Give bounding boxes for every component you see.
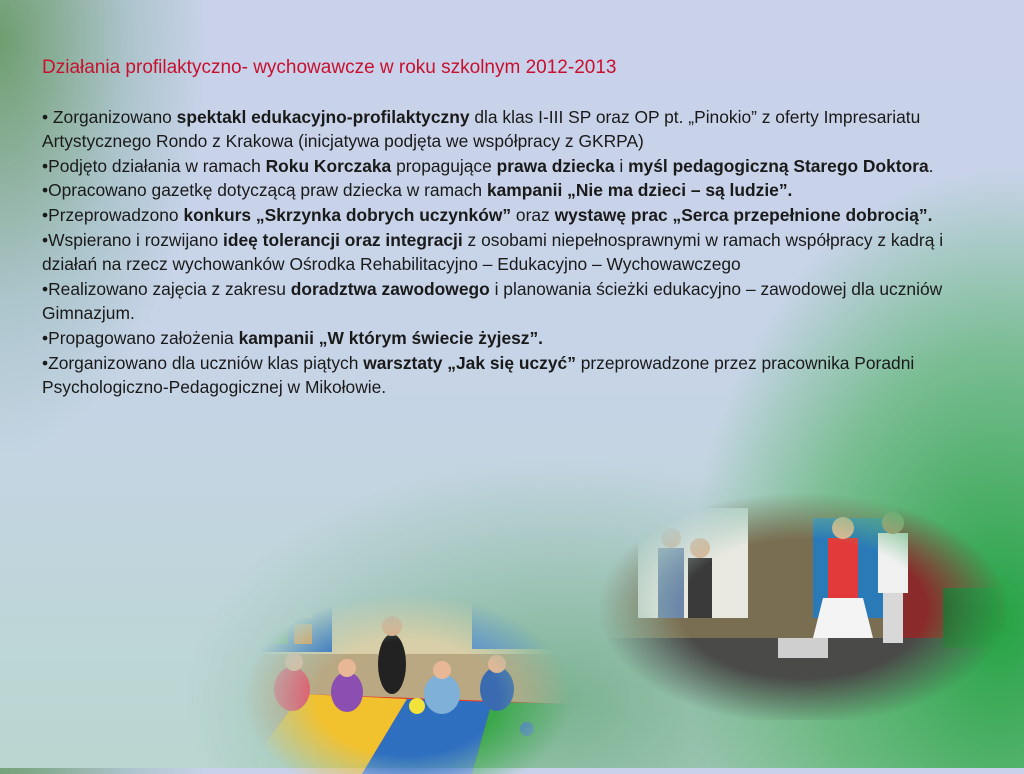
bullet-text: propagujące (391, 155, 497, 176)
bullet-item (42, 203, 987, 228)
bullet-item (42, 326, 987, 351)
bullet-text: • Zorganizowano (42, 106, 177, 127)
bullet-emphasis: prawa dziecka (496, 155, 615, 176)
bullet-emphasis: spektakl edukacyjno-profilaktyczny (176, 106, 470, 127)
bullet-text: •Realizowano zajęcia z zakresu (42, 278, 291, 299)
school-play-photo (598, 488, 1008, 720)
bullet-emphasis: doradztwa zawodowego (290, 278, 490, 299)
bullet-text: •Opracowano gazetkę dotyczącą praw dziecka w ramach (42, 180, 487, 201)
bullet-emphasis: ideę tolerancji oraz integracji (223, 229, 463, 250)
bullet-item (42, 277, 987, 326)
bullet-text: dla klas I-III SP oraz OP pt. „Pinokio” z oferty Impresariatu Artystycznego Rondo z Krakowa (inicjatywa podjęta we współpracy z GKRPA) (42, 106, 921, 152)
bullet-text: •Wspierano i rozwijano (42, 229, 224, 250)
bullet-item (42, 105, 987, 154)
bullet-emphasis: wystawę prac „Serca przepełnione dobrocią”. (554, 204, 933, 225)
bullet-text: przeprowadzone przez pracownika Poradni Psychologiczno-Pedagogicznej w Mikołowie. (42, 352, 915, 398)
bullet-text: i (614, 155, 629, 176)
bullet-emphasis: myśl pedagogiczną Starego Doktora (628, 155, 929, 176)
bullet-text: •Podjęto działania w ramach (42, 155, 266, 176)
bullet-item (42, 228, 987, 277)
bullet-text: z osobami niepełnosprawnymi w ramach współpracy z kadrą i działań na rzecz wychowanków Ośrodka Rehabilitacyjno – Edukacyjno – Wychowawczego (42, 229, 944, 275)
bullet-text: i planowania ścieżki edukacyjno – zawodowej dla uczniów Gimnazjum. (42, 278, 943, 324)
bullet-item (42, 351, 987, 400)
classroom-workshop-photo (242, 584, 572, 774)
slide-title: Działania profilaktyczno- wychowawcze w roku szkolnym 2012-2013 (42, 57, 617, 78)
bullet-emphasis: warsztaty „Jak się uczyć” (363, 352, 576, 373)
bullet-text: . (928, 155, 934, 176)
bullet-emphasis: kampanii „W którym świecie żyjesz”. (238, 327, 544, 348)
bullet-emphasis: konkurs „Skrzynka dobrych uczynków” (183, 204, 512, 225)
bullet-item (42, 178, 987, 203)
slide-content (42, 56, 987, 400)
bullet-emphasis: kampanii „Nie ma dzieci – są ludzie”. (486, 180, 793, 201)
bullet-text: •Przeprowadzono (42, 204, 184, 225)
bullet-text: •Zorganizowano dla uczniów klas piątych (42, 352, 364, 373)
bullet-list (42, 105, 987, 400)
bullet-item (42, 154, 987, 179)
bullet-text: oraz (511, 204, 555, 225)
bullet-text: •Propagowano założenia (42, 327, 239, 348)
bullet-emphasis: Roku Korczaka (265, 155, 392, 176)
